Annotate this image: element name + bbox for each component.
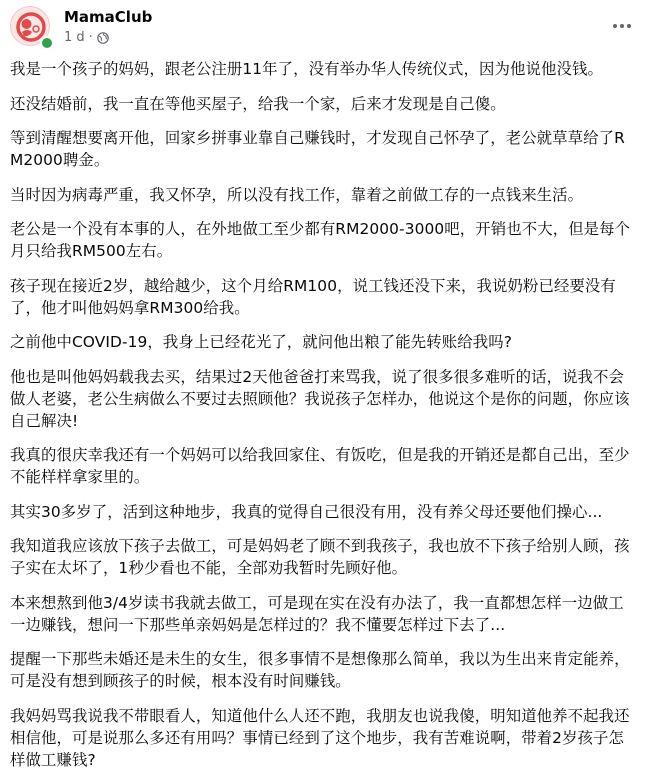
post-paragraph: 我知道我应该放下孩子去做工，可是妈妈老了顾不到我孩子，我也放不下孩子给别人顾，孩子实在太坏了，1秒少看也不能，全部劝我暂时先顾好他。 <box>10 537 630 577</box>
post-paragraph: 当时因为病毒严重，我又怀孕，所以没有找工作，靠着之前做工存的一点钱来生活。 <box>10 185 584 204</box>
online-status-dot <box>40 36 54 50</box>
post-paragraph: 还没结婚前，我一直在等他买屋子，给我一个家，后来才发现是自己傻。 <box>10 94 506 113</box>
post-paragraph: 孩子现在接近2岁，越给越少，这个月给RM100，说工钱还没下来，我说奶粉已经要没有了，他才叫他妈妈拿RM300给我。 <box>10 276 616 317</box>
post-paragraph: 之前他中COVID-19，我身上已经花光了，就问他出粮了能先转账给我吗? <box>10 333 512 351</box>
post-paragraph: 本来想熬到他3/4岁读书我就去做工，可是现在实在没有办法了，我一直都想怎样一边做工一边赚钱，想问一下那些单亲妈妈是怎样过的？我不懂要怎样过下去了... <box>10 593 624 634</box>
post-paragraph: 提醒一下那些未婚还是未生的女生，很多事情不是想像那么简单，我以为生出来肯定能养，可是没有想到顾孩子的时候，根本没有时间赚钱。 <box>10 650 630 690</box>
meta-separator: · <box>88 30 93 45</box>
post-paragraph: 其实30多岁了，活到这种地步，我真的觉得自己很没有用，没有养父母还要他们操心... <box>10 502 603 521</box>
post-paragraph: 我妈妈骂我说我不带眼看人，知道他什么人还不跑，我朋友也说我傻，明知道他养不起我还相信他，可是说那么多还有用吗？事情已经到了这个地步，我有苦难说啊，带着2岁孩子怎样做工赚钱? <box>10 706 630 769</box>
post-header <box>10 6 642 52</box>
more-options-icon[interactable] <box>606 12 638 40</box>
post-paragraph: 等到清醒想要离开他，回家乡拼事业靠自己赚钱时，才发现自己怀孕了，老公就草草给了RM2000聘金。 <box>10 129 625 169</box>
post-timestamp[interactable]: 1 d <box>64 30 85 45</box>
post-body <box>10 58 638 783</box>
globe-icon[interactable] <box>97 32 109 44</box>
post-paragraph: 我真的很庆幸我还有一个妈妈可以给我回家住、有饭吃，但是我的开销还是都自己出，至少不能样样拿家里的。 <box>10 446 630 486</box>
post-paragraph: 我是一个孩子的妈妈，跟老公注册11年了，没有举办华人传统仪式，因为他说他没钱。 <box>10 60 603 78</box>
post-paragraph: 他也是叫他妈妈载我去买，结果过2天他爸爸打来骂我，说了很多很多难听的话，说我不会做人老婆，老公生病做么不要过去照顾他？我说孩子怎样办，他说这个是你的问题，你应该自己解决! <box>10 367 630 430</box>
page-name-link[interactable]: MamaClub <box>64 8 153 26</box>
post-paragraph: 老公是一个没有本事的人，在外地做工至少都有RM2000-3000吧，开销也不大，但是每个月只给我RM500左右。 <box>10 220 631 260</box>
post-meta <box>64 30 109 45</box>
